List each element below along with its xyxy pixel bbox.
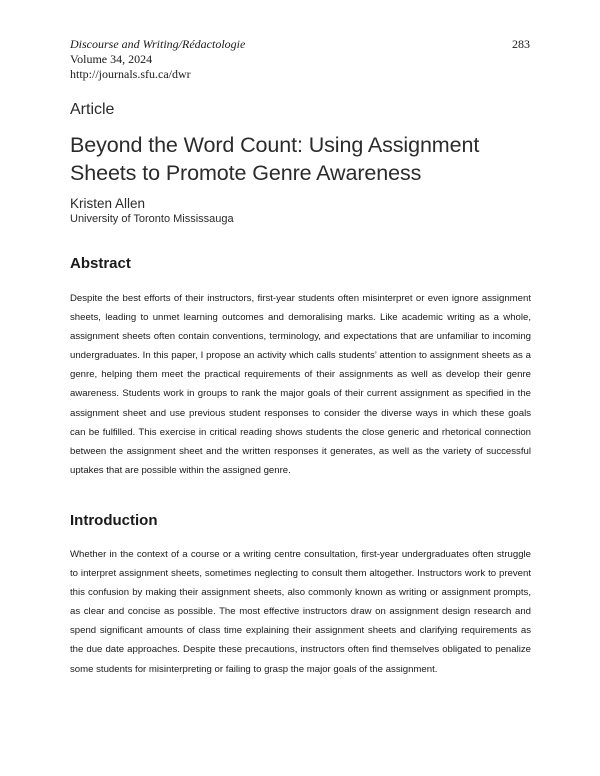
journal-volume: Volume 34, 2024 xyxy=(70,52,153,66)
running-header xyxy=(70,37,245,82)
journal-name: Discourse and Writing/Rédactologie xyxy=(70,37,246,51)
abstract-heading: Abstract xyxy=(70,255,131,272)
abstract-paragraph: Despite the best efforts of their instructors, first-year students often misinterpret or even ignore assignment sheets, leading to unmet learning outcomes and demoralising marks. Like academic writing as a whole, assignment sheets often contain conventions, terminology, and expectations that are unfamiliar to incoming undergraduates. In this paper, I propose an activity which calls students’ attention to assignment sheets as a genre, helping them meet the practical requirements of their assignments as well as develop their genre awareness. Students work in groups to rank the major goals of their current assignment as specified in the assignment sheet and use previous student responses to consider the diverse ways in which these goals can be fulfilled. This exercise in critical reading shows students the close generic and rhetorical connection between the assignment sheet and the written responses it generates, as well as the variety of successful uptakes that are possible within the assigned genre. xyxy=(70,293,531,476)
journal-url[interactable]: http://journals.sfu.ca/dwr xyxy=(70,67,191,81)
article-type-label: Article xyxy=(70,101,115,118)
author-affiliation: University of Toronto Mississauga xyxy=(70,213,234,225)
article-title: Beyond the Word Count: Using Assignment Sheets to Promote Genre Awareness xyxy=(70,133,480,185)
introduction-paragraph: Whether in the context of a course or a writing centre consultation, first-year undergraduates often struggle to interpret assignment sheets, sometimes neglecting to consult them altogether. Instructors work to prevent this confusion by making their assignment sheets, also commonly known as writing or assignment prompts, as clear and concise as possible. The most effective instructors draw on assignment design research and spend significant amounts of class time explaining their assignment sheets and clarifying requirements as the due date approaches. Despite these precautions, instructors often find themselves obligated to penalize some students for misinterpreting or failing to grasp the major goals of the assignment. xyxy=(70,549,531,675)
page-number: 283 xyxy=(512,37,530,51)
introduction-heading: Introduction xyxy=(70,512,158,529)
author-name: Kristen Allen xyxy=(70,196,146,211)
